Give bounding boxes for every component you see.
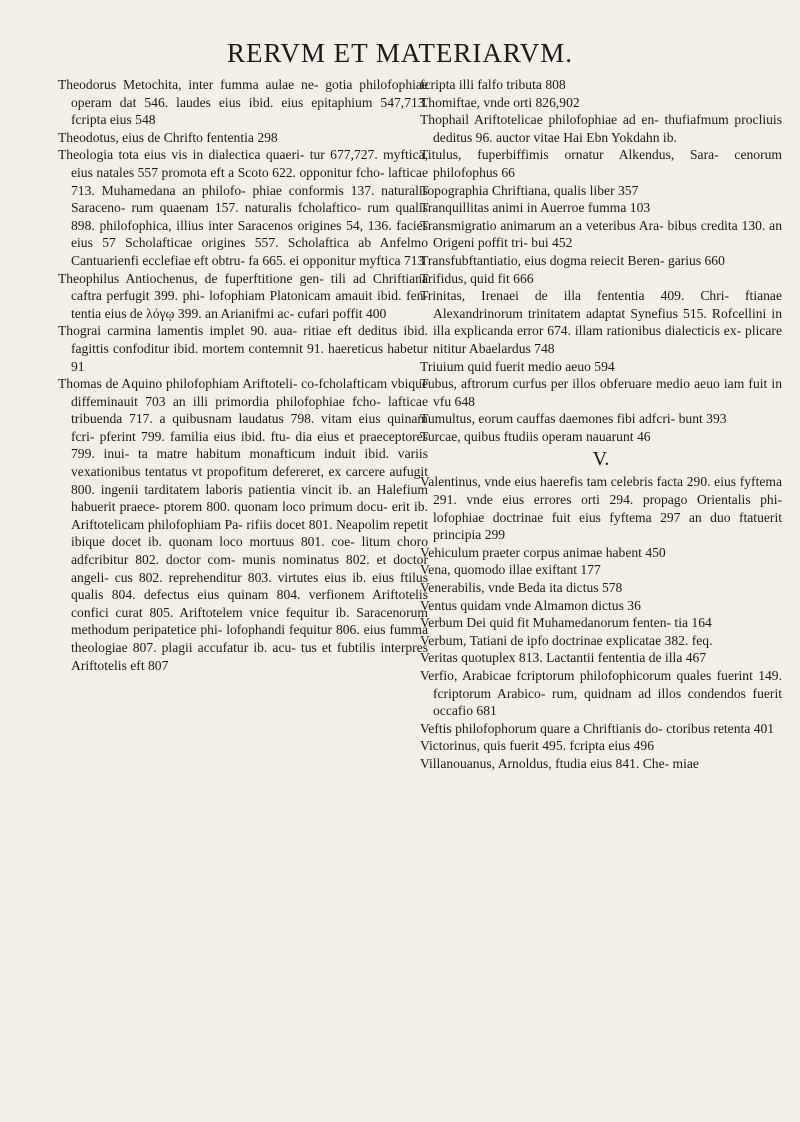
index-entry: Villanouanus, Arnoldus, ftudia eius 841. Che- miae [420, 755, 699, 771]
index-entry-theodotus: Theodotus, eius de Chrifto fententia 298 [58, 129, 278, 145]
index-entry: Trinitas, Irenaei de illa fententia 409. Chri- ftianae Alexandrinorum trinitatem adaptat Synefius 515. Rofcellini in illa explicanda error 674. illam rationibus dialecticis ex- plicare nititur Abaelardus 748 [420, 288, 782, 356]
index-entry: Verbum, Tatiani de ipfo doctrinae explicatae 382. feq. [420, 632, 713, 648]
index-entry: Turcae, quibus ftudiis operam nauarunt 46 [420, 428, 651, 444]
index-entry: Victorinus, quis fuerit 495. fcripta eius 496 [420, 738, 655, 754]
index-entry: Thophail Ariftotelicae philofophiae ad en- thufiafmum procliuis deditus 96. auctor vitae Hai Ebn Yokdahn ib. [420, 112, 782, 145]
index-entry: Tubus, aftrorum curfus per illos obferuare medio aeuo iam fuit in vfu 648 [420, 376, 782, 409]
index-entry: Trifidus, quid fit 666 [420, 270, 534, 286]
index-entry: Transmigratio animarum an a veteribus Ara- bibus credita 130. an Origeni poffit tri- bui 452 [420, 217, 782, 251]
index-entry: Veritas quotuplex 813. Lactantii fententia de illa 467 [420, 650, 707, 666]
index-entry: Veftis philofophorum quare a Chriftianis do- ctoribus retenta 401 [420, 720, 775, 736]
index-entry: Topographia Chriftiana, qualis liber 357 [420, 182, 639, 198]
index-entry-theologia: Theologia tota eius vis in dialectica quaeri- tur 677,727. myftica, eius natales 557 promota eft a Scoto 622. opponitur fcho- lafticae 713. Muhamedana an philofo- phiae conformis 137. naturalis Saraceno- rum quaenam 157. naturalis fcholaftico- rum qualis 898. philofophica, illius inter Saracenos origines 54, 136. facies eius 57 Scholafticae origines 557. Scholaftica ab Anfelmo Cantuarienfi ecclefiae eft obtru- fa 665. ei opponitur myftica 713 [58, 147, 428, 268]
index-entry-thograi: Thograi carmina lamentis implet 90. aua- ritiae eft deditus ibid. fagittis confoditur ibid. mortem contemnit 91. haereticus habetur 91 [58, 323, 428, 374]
running-head: RERVM ET MATERIARVM. [227, 38, 573, 68]
index-entry-theophilus: Theophilus Antiochenus, de fuperftitione gen- tili ad Chriftiana caftra perfugit 399. phi- lofophiam Platonicam amauit ibid. fen- tentia eius de λόγῳ 399. an Arianifmi ac- cufari poffit 400 [58, 270, 428, 321]
index-entry: Triuium quid fuerit medio aeuo 594 [420, 358, 615, 374]
index-entry: Valentinus, vnde eius haerefis tam celebris facta 290. eius fyftema 291. vnde eius errores orti 294. propago Orientalis phi- lofophiae doctrinae fuit eius fyftema 297 an duo ftatuerit principia 299 [420, 474, 782, 543]
index-entry: Tumultus, eorum cauffas daemones fibi adfcri- bunt 393 [420, 411, 727, 427]
index-entry-theodorus: Theodorus Metochita, inter fumma aulae ne- gotia philofophiae operam dat 546. laudes eius ibid. eius epitaphium 547,713. fcripta eius 548 [58, 77, 428, 128]
index-entry-thomas: Thomas de Aquino philofophiam Ariftoteli- co-fcholafticam vbique diffeminauit 703 an illi primordia philofophiae fcho- lafticae tribuenda 717. a quibusnam laudatus 798. vitam eius quinam fcri- pferint 799. familia eius ibid. ftu- dia eius et praeceptores 799. inui- ta matre habitum monafticum induit ibid. variis vexationibus tentatus vt propofitum defereret, ex carcere aufugit 800. ingenii tarditatem laboris patientia vincit ib. an Halefium habuerit praece- ptorem 800. quonam loco primum docu- erit ib. Ariftotelicam philofophiam Pa- rifiis docet 801. Neapolim repetit ibique docet ib. quonam loco mortuus 801. coe- litum choro adfcribitur 802. doctor com- munis nominatus 802. et doctor angeli- cus 802. reprehenditur 803. virtutes eius ib. eius ftilus qualis 804. defectus eius quinam 804. verfionem Ariftotelis confici curat 805. Ariftotelem vnice fequitur ib. Saracenorum methodum peripatetice phi- lofophandi fequitur 806. eius fumma theologiae 807. plagii accufatur ib. acu- tus et fubtilis interpres Ariftotelis eft 807 [58, 376, 428, 673]
index-entry: Verbum Dei quid fit Muhamedanorum fenten- tia 164 [420, 615, 712, 631]
index-entry: Venerabilis, vnde Beda ita dictus 578 [420, 580, 623, 596]
index-entry: Tranquillitas animi in Auerroe fumma 103 [420, 200, 651, 216]
index-entry: Verfio, Arabicae fcriptorum philofophicorum quales fuerint 149. fcriptorum Arabico- rum, quidnam ad illos condendos fuerit occafio 681 [420, 668, 782, 719]
right-column [420, 76, 782, 773]
index-entry: fcripta illi falfo tributa 808 [420, 77, 566, 92]
section-letter: V. [592, 448, 610, 471]
left-column [58, 76, 428, 674]
index-entry: Vena, quomodo illae exiftant 177 [420, 562, 601, 578]
index-entry: Vehiculum praeter corpus animae habent 450 [420, 544, 666, 560]
index-entry: Thomiftae, vnde orti 826,902 [420, 94, 580, 110]
index-entry: Ventus quidam vnde Almamon dictus 36 [420, 597, 641, 613]
index-entry: Titulus, fuperbiffimis ornatur Alkendus, Sara- cenorum philofophus 66 [420, 147, 782, 180]
index-entry: Transfubftantiatio, eius dogma reiecit Beren- garius 660 [420, 252, 725, 268]
